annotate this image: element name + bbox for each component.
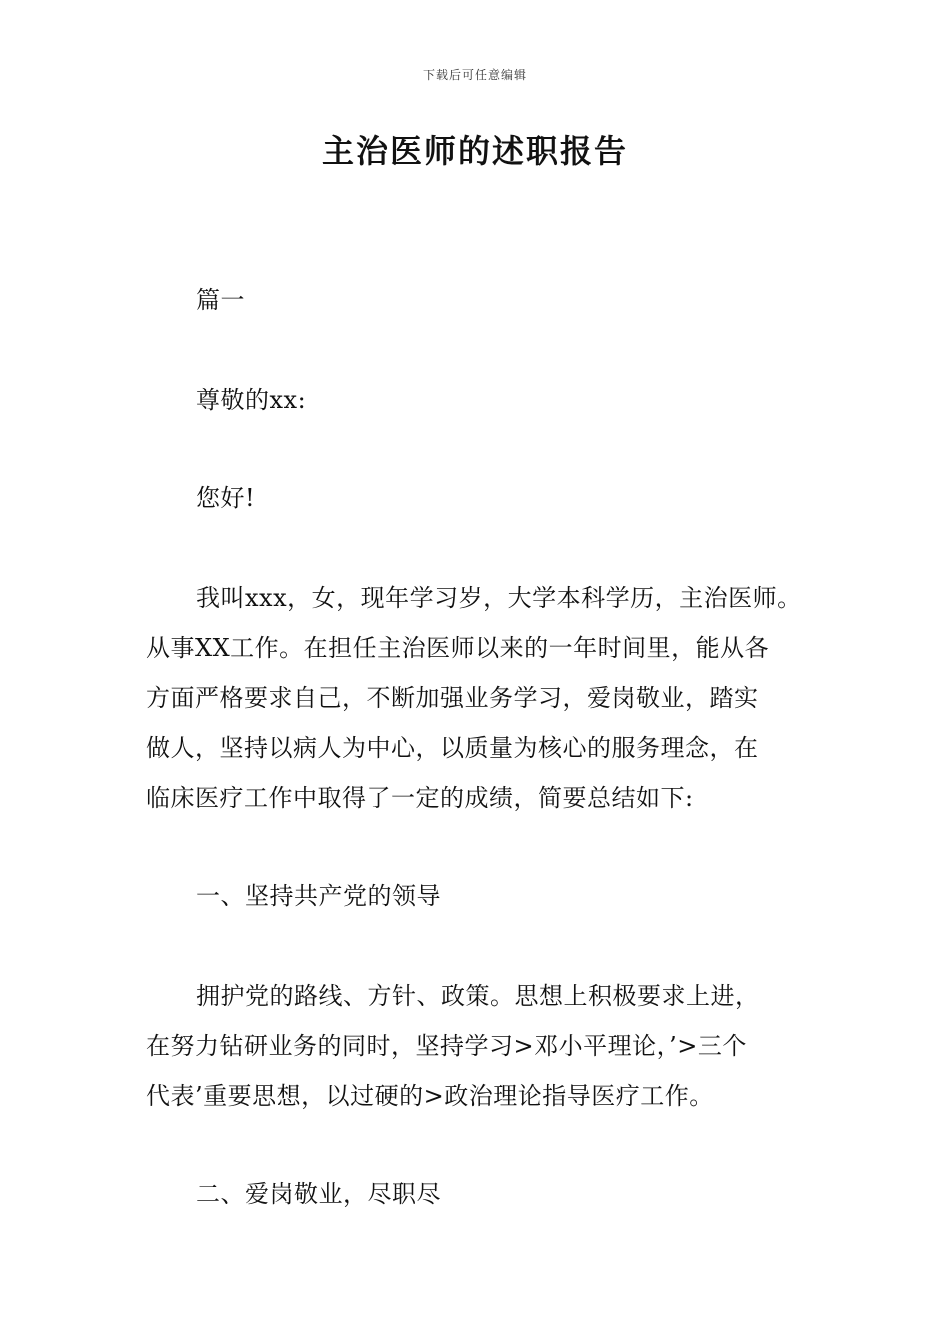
paragraph-line: 代表’重要思想，以过硬的>政治理论指导医疗工作。 [146,1082,714,1110]
section-label: 篇一 [196,286,245,314]
paragraph-line: 拥护党的路线、方针、政策。思想上积极要求上进， [196,982,760,1010]
salutation: 尊敬的xx: [196,386,307,414]
paragraph-line: 做人，坚持以病人为中心，以质量为核心的服务理念，在 [146,734,759,762]
greeting: 您好! [196,484,256,512]
paragraph-line: 在努力钻研业务的同时，坚持学习>邓小平理论，’>三个 [146,1032,747,1060]
section-heading-2: 二、爱岗敬业，尽职尽 [196,1180,441,1208]
paragraph-line: 从事XX工作。在担任主治医师以来的一年时间里，能从各 [146,634,770,662]
paragraph-line: 方面严格要求自己，不断加强业务学习，爱岗敬业，踏实 [146,684,759,712]
header-note: 下载后可任意编辑 [422,68,527,82]
paragraph-line: 我叫xxx，女，现年学习岁，大学本科学历，主治医师。 [196,584,802,612]
section-heading-1: 一、坚持共产党的领导 [196,882,441,910]
paragraph-line: 临床医疗工作中取得了一定的成绩，简要总结如下: [146,784,694,812]
document-title: 主治医师的述职报告 [321,132,628,170]
